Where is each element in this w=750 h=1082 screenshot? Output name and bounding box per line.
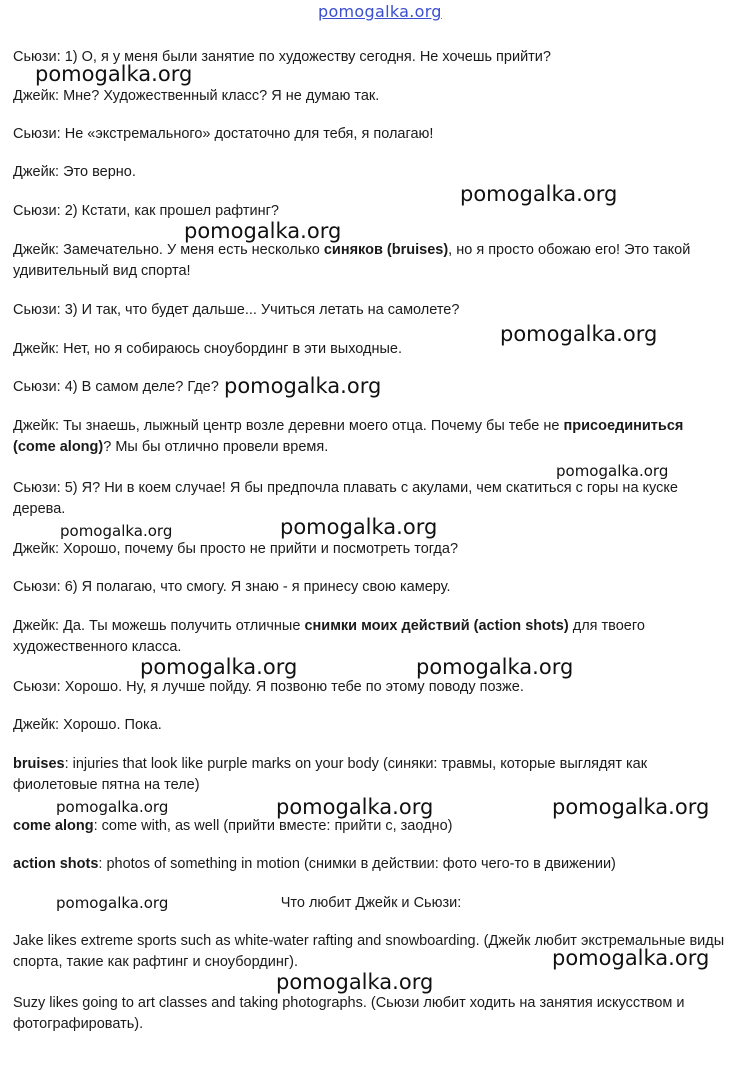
dialogue-line-12: Джейк: Хорошо, почему бы просто не прийти и посмотреть тогда?: [13, 541, 459, 557]
dialogue-line-11: Сьюзи: 5) Я? Ни в коем случае! Я бы предпочла плавать с акулами, чем скатиться с горы на куске дерева.: [13, 480, 678, 517]
watermark: pomogalka.org: [552, 795, 710, 819]
dialogue-line-6: Джейк: Замечательно. У меня есть несколько синяков (bruises), но я просто обожаю его! Это такой удивительный вид спорта!: [13, 242, 691, 279]
watermark: pomogalka.org: [140, 655, 298, 679]
watermark: pomogalka.org: [280, 515, 438, 539]
dialogue-line-4: Джейк: Это верно.: [13, 164, 136, 180]
watermark: pomogalka.org: [500, 322, 658, 346]
watermark: pomogalka.org: [416, 655, 574, 679]
question-heading: Что любит Джейк и Сьюзи:: [280, 895, 462, 911]
glossary-item-action-shots: action shots: photos of something in motion (снимки в действии: фото чего-то в движении): [13, 856, 616, 872]
dialogue-line-16: Джейк: Хорошо. Пока.: [13, 717, 162, 733]
watermark: pomogalka.org: [276, 795, 434, 819]
watermark: pomogalka.org: [460, 182, 618, 206]
dialogue-line-1: Сьюзи: 1) О, я у меня были занятие по художеству сегодня. Не хочешь прийти?: [13, 49, 551, 65]
dialogue-line-13: Сьюзи: 6) Я полагаю, что смогу. Я знаю - я принесу свою камеру.: [13, 579, 451, 595]
dialogue-line-3: Сьюзи: Не «экстремального» достаточно для тебя, я полагаю!: [13, 126, 434, 142]
watermark: pomogalka.org: [56, 894, 169, 912]
dialogue-line-2: Джейк: Мне? Художественный класс? Я не думаю так.: [13, 88, 380, 104]
answer-suzy: Suzy likes going to art classes and taking photographs. (Сьюзи любит ходить на занятия искусством и фотографировать).: [13, 995, 685, 1032]
dialogue-line-5: Сьюзи: 2) Кстати, как прошел рафтинг?: [13, 203, 279, 219]
dialogue-line-9: Сьюзи: 4) В самом деле? Где?: [13, 379, 219, 395]
site-link[interactable]: pomogalka.org: [318, 2, 442, 21]
watermark: pomogalka.org: [35, 62, 193, 86]
glossary-item-bruises: bruises: injuries that look like purple marks on your body (синяки: травмы, которые выглядят как фиолетовые пятна на теле): [13, 756, 648, 793]
watermark: pomogalka.org: [56, 798, 169, 816]
watermark: pomogalka.org: [60, 522, 173, 540]
watermark: pomogalka.org: [552, 946, 710, 970]
dialogue-line-7: Сьюзи: 3) И так, что будет дальше... Учиться летать на самолете?: [13, 302, 460, 318]
dialogue-line-8: Джейк: Нет, но я собираюсь сноубординг в эти выходные.: [13, 341, 403, 357]
glossary-item-come-along: come along: come with, as well (прийти вместе: прийти с, заодно): [13, 818, 453, 834]
watermark: pomogalka.org: [556, 462, 669, 480]
watermark: pomogalka.org: [276, 970, 434, 994]
watermark: pomogalka.org: [224, 374, 382, 398]
dialogue-line-15: Сьюзи: Хорошо. Ну, я лучше пойду. Я позвоню тебе по этому поводу позже.: [13, 679, 524, 695]
answer-jake: Jake likes extreme sports such as white-water rafting and snowboarding. (Джейк любит экстремальные виды спорта, такие как рафтинг и сноубординг).: [13, 933, 725, 970]
dialogue-line-14: Джейк: Да. Ты можешь получить отличные снимки моих действий (action shots) для твоего художественного класса.: [13, 618, 645, 655]
watermark: pomogalka.org: [184, 219, 342, 243]
dialogue-line-10: Джейк: Ты знаешь, лыжный центр возле деревни моего отца. Почему бы тебе не присоединиться (come along)? Мы бы отлично провели время.: [13, 418, 684, 455]
